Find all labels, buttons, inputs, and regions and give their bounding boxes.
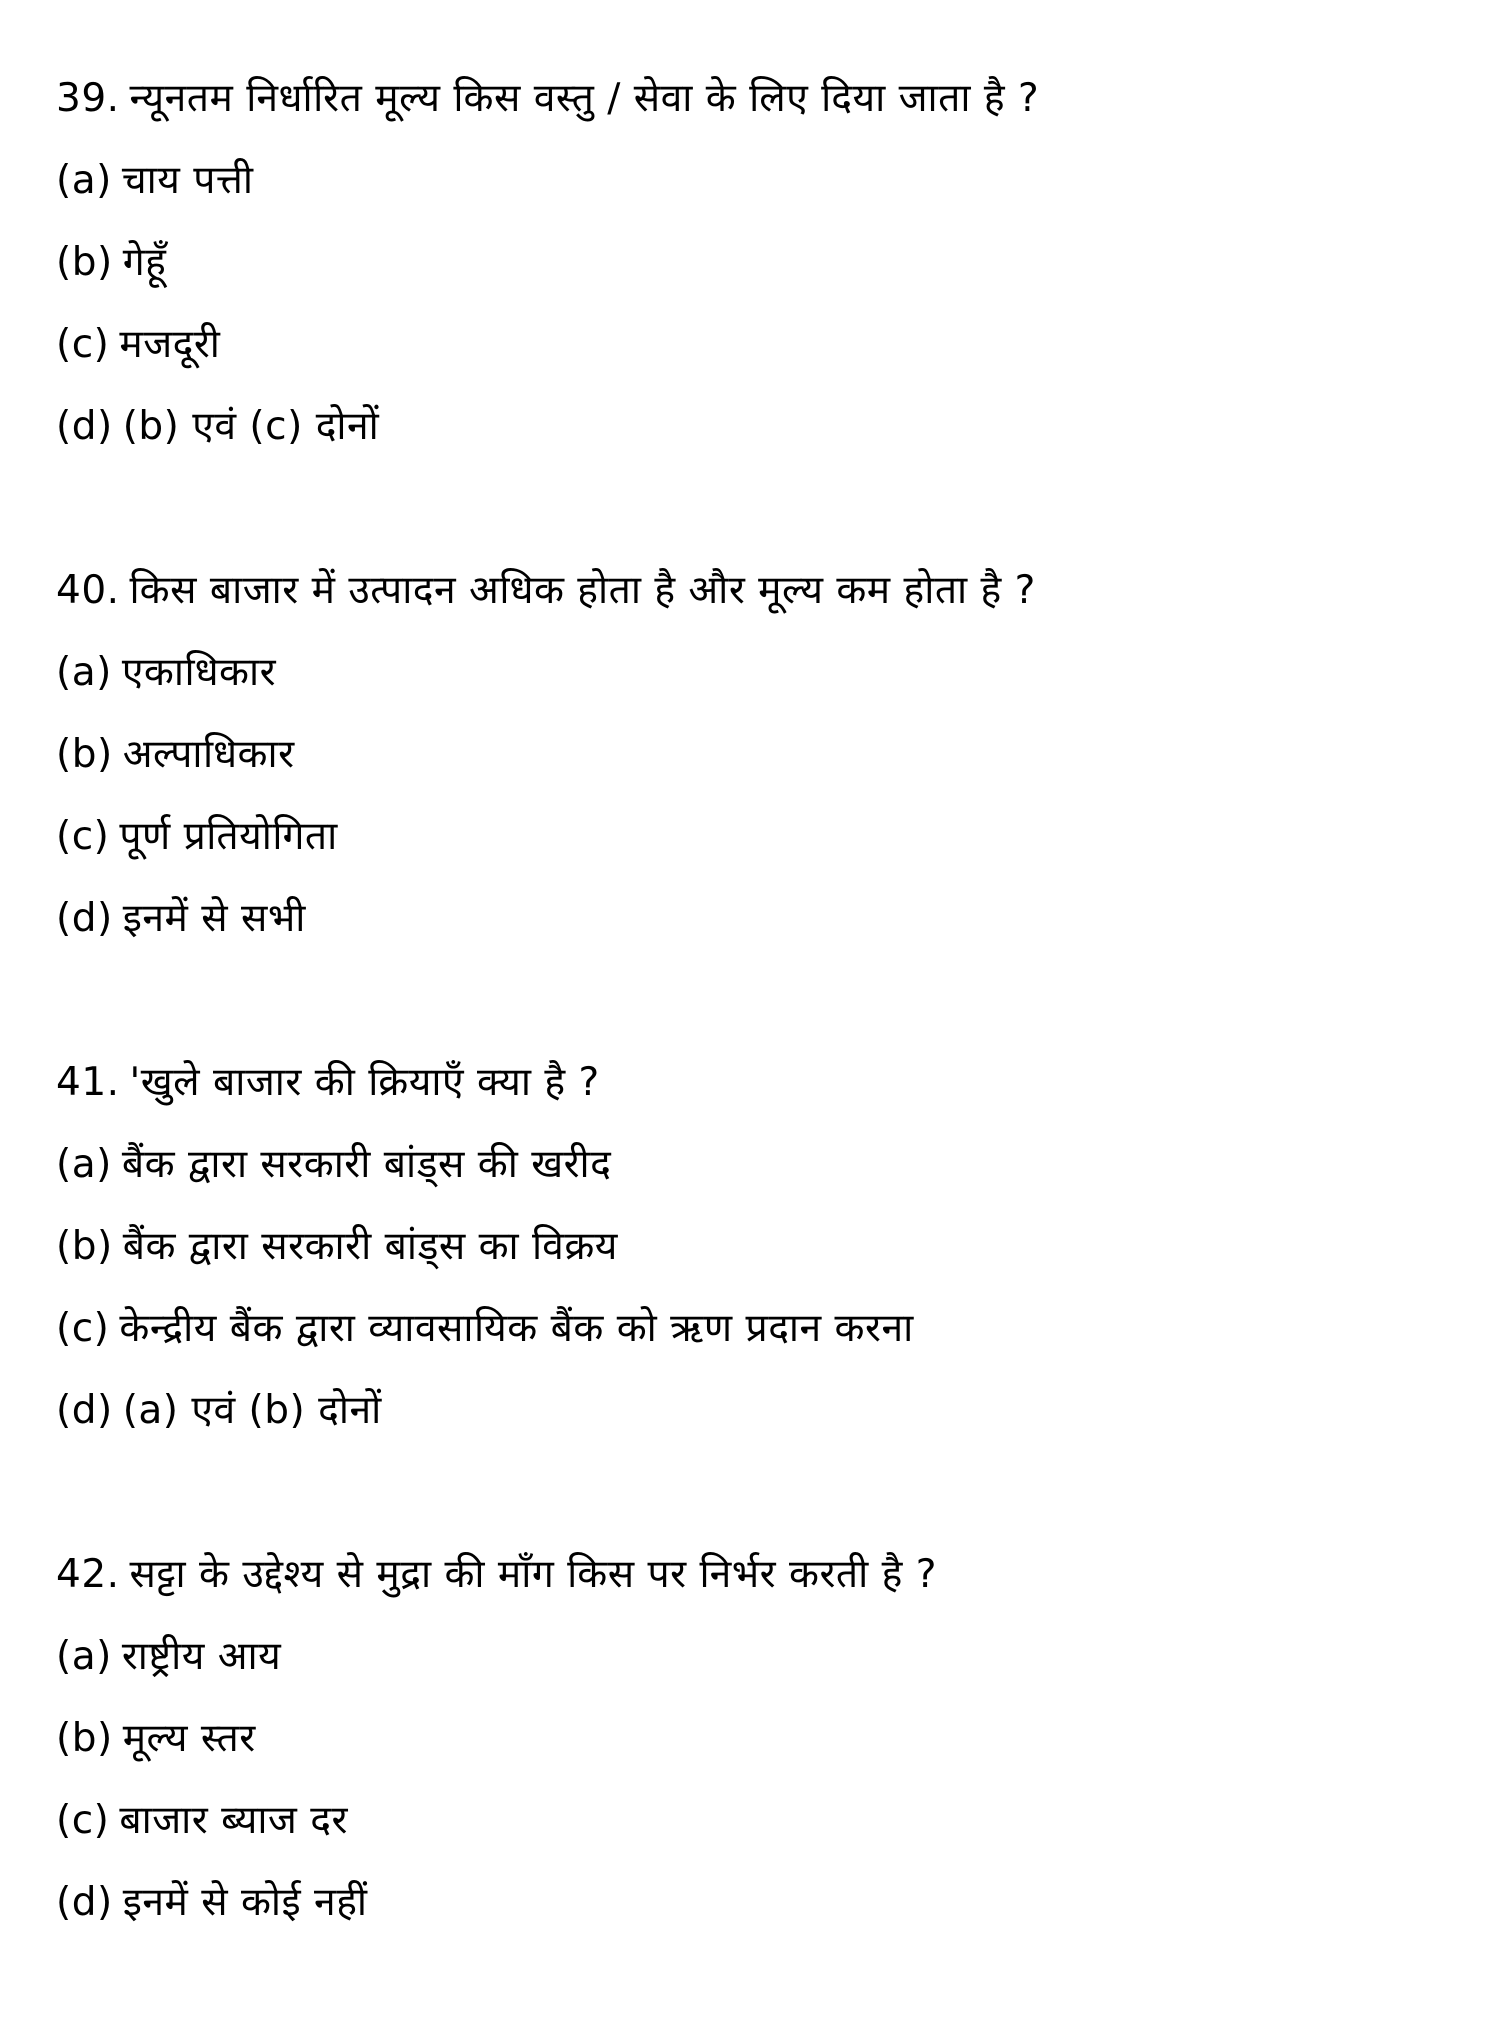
option-c [56,320,220,370]
option-text: चाय पत्ती [121,158,254,203]
question-text [56,1058,600,1108]
option-text: मजदूरी [119,322,221,367]
question-number: 39. [56,76,120,121]
option-label: (c) [56,1798,110,1843]
option-d [56,894,306,944]
option-text: इनमें से कोई नहीं [122,1880,368,1925]
option-a [56,1140,611,1190]
question-text [56,1550,937,1600]
option-b [56,1222,618,1272]
question-statement: सट्टा के उद्देश्य से मुद्रा की माँग किस पर निर्भर करती है ? [129,1552,937,1597]
option-label: (c) [56,1306,110,1351]
question-text [56,566,1036,616]
question-statement: 'खुले बाजार की क्रियाएँ क्या है ? [129,1060,600,1105]
option-text: गेहूँ [122,240,167,285]
question-number: 41. [56,1060,120,1105]
option-label: (b) [56,732,113,777]
option-text: पूर्ण प्रतियोगिता [119,814,338,859]
option-text: (b) एवं (c) दोनों [122,404,380,449]
option-text: एकाधिकार [121,650,277,695]
option-text: अल्पाधिकार [122,732,295,777]
option-text: केन्द्रीय बैंक द्वारा व्यावसायिक बैंक को ऋण प्रदान करना [119,1306,914,1351]
option-text: बाजार ब्याज दर [119,1798,348,1843]
option-a [56,1632,281,1682]
option-label: (d) [56,1388,113,1433]
question-statement: न्यूनतम निर्धारित मूल्य किस वस्तु / सेवा के लिए दिया जाता है ? [129,76,1040,121]
option-label: (b) [56,1224,113,1269]
option-d [56,1878,368,1928]
option-label: (a) [56,1634,112,1679]
option-text: मूल्य स्तर [122,1716,256,1761]
option-d [56,1386,382,1436]
option-label: (d) [56,1880,113,1925]
option-label: (d) [56,896,113,941]
option-label: (d) [56,404,113,449]
option-label: (a) [56,1142,112,1187]
question-statement: किस बाजार में उत्पादन अधिक होता है और मूल्य कम होता है ? [129,568,1036,613]
option-c [56,1796,348,1846]
option-a [56,156,253,206]
option-text: बैंक द्वारा सरकारी बांड्स का विक्रय [122,1224,618,1269]
option-label: (c) [56,814,110,859]
option-b [56,1714,256,1764]
option-label: (b) [56,240,113,285]
option-c [56,1304,914,1354]
option-a [56,648,276,698]
option-text: बैंक द्वारा सरकारी बांड्स की खरीद [121,1142,612,1187]
option-b [56,238,166,288]
option-text: राष्ट्रीय आय [121,1634,282,1679]
question-text [56,74,1039,124]
option-label: (b) [56,1716,113,1761]
option-b [56,730,295,780]
option-label: (a) [56,158,112,203]
option-label: (a) [56,650,112,695]
option-label: (c) [56,322,110,367]
question-number: 40. [56,568,120,613]
option-text: (a) एवं (b) दोनों [122,1388,382,1433]
option-text: इनमें से सभी [122,896,306,941]
option-c [56,812,338,862]
question-number: 42. [56,1552,120,1597]
option-d [56,402,379,452]
